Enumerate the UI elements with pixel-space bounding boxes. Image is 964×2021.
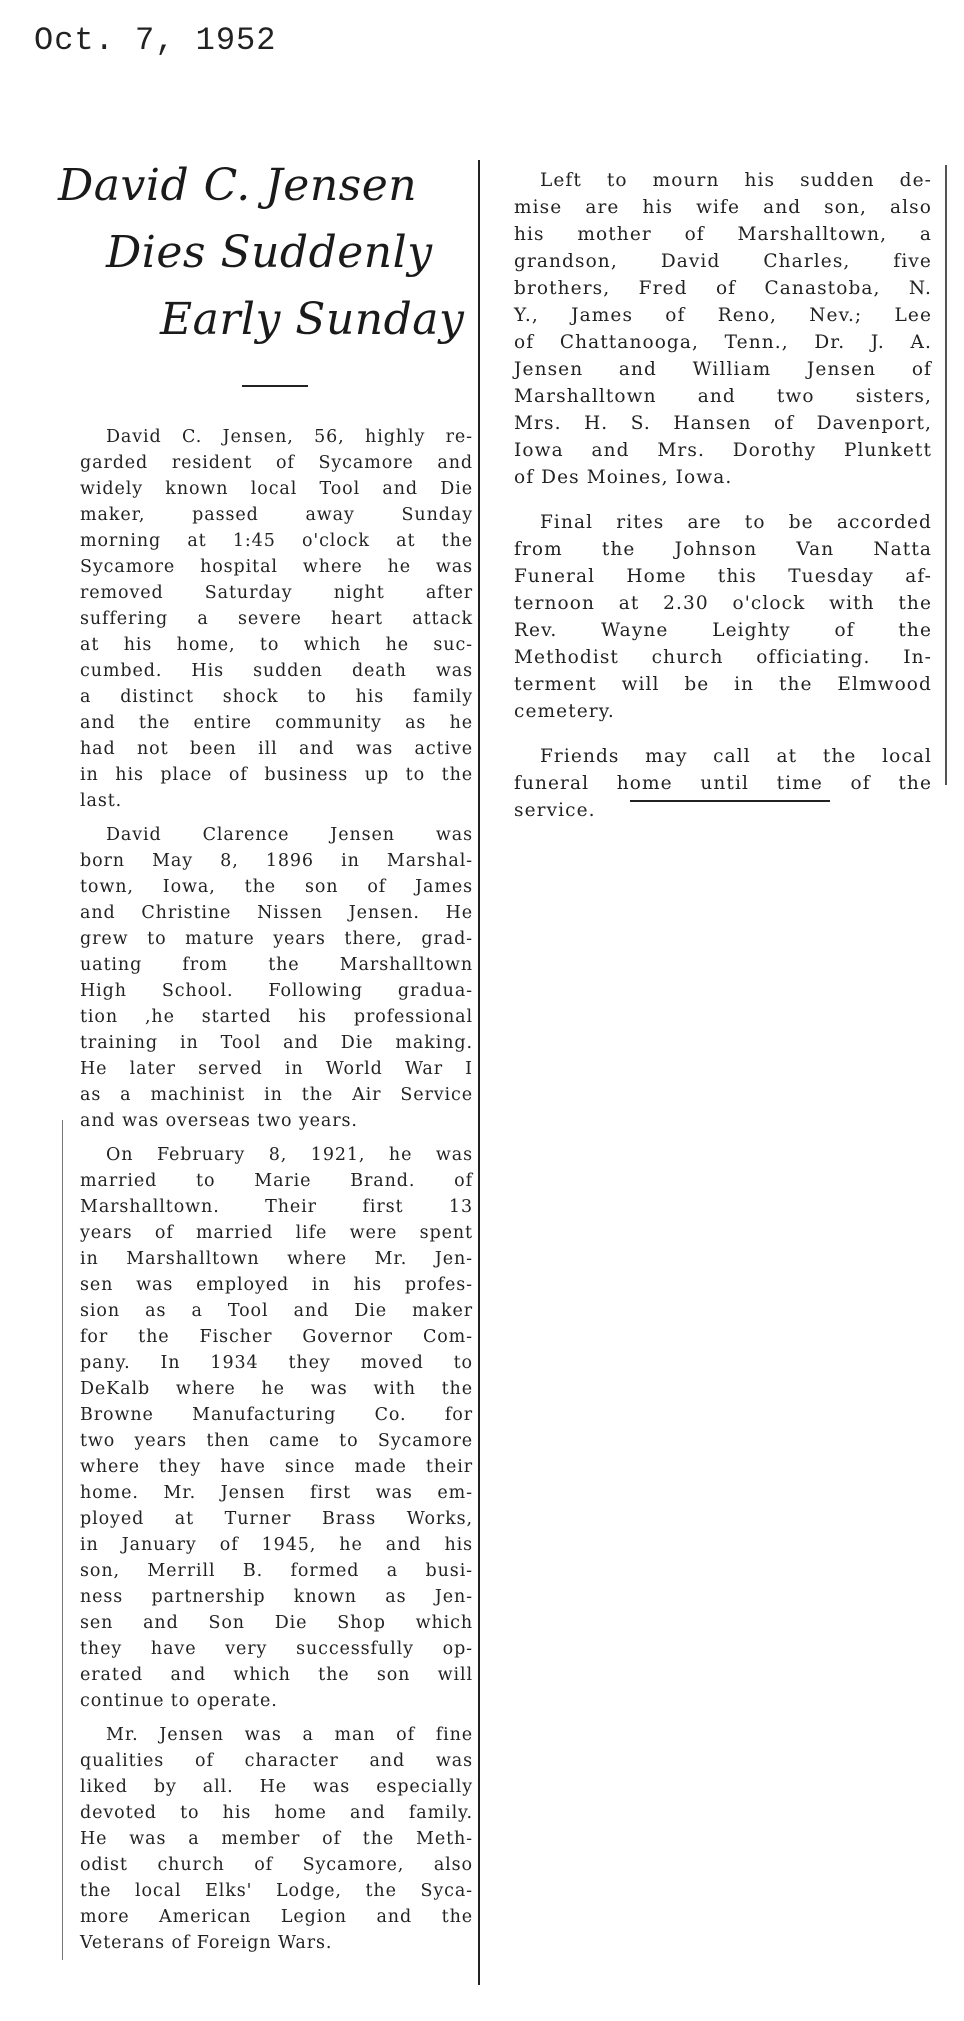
paragraph: [80, 1722, 473, 1956]
text-line: erated and which the son will: [80, 1665, 473, 1685]
text-line: He was a member of the Meth-: [80, 1829, 473, 1849]
text-line: Mr. Jensen was a man of fine: [106, 1725, 473, 1745]
text-line: had not been ill and was active: [80, 739, 473, 759]
paragraph: [80, 822, 473, 1134]
text-line: cemetery.: [514, 701, 615, 722]
text-line: widely known local Tool and Die: [80, 479, 473, 499]
text-line: ternoon at 2.30 o'clock with the: [514, 593, 932, 614]
text-line: He later served in World War I: [80, 1059, 473, 1079]
text-line: Marshalltown and two sisters,: [514, 386, 932, 407]
text-line: Veterans of Foreign Wars.: [80, 1933, 333, 1953]
paragraph: [80, 1142, 473, 1714]
text-line: more American Legion and the: [80, 1907, 473, 1927]
text-line: a distinct shock to his family: [80, 687, 473, 707]
text-line: uating from the Marshalltown: [80, 955, 473, 975]
text-line: in Marshalltown where Mr. Jen-: [80, 1249, 473, 1269]
text-line: sen and Son Die Shop which: [80, 1613, 473, 1633]
paragraph: [514, 743, 932, 824]
text-line: last.: [80, 791, 123, 811]
headline-line-3: Early Sunday: [160, 294, 465, 345]
text-line: Friends may call at the local: [540, 746, 932, 767]
clipping-date: Oct. 7, 1952: [34, 22, 277, 59]
text-line: On February 8, 1921, he was: [106, 1145, 473, 1165]
text-line: David C. Jensen, 56, highly re-: [106, 427, 473, 447]
paragraph: [80, 424, 473, 814]
text-line: of Des Moines, Iowa.: [514, 467, 733, 488]
text-line: and was overseas two years.: [80, 1111, 358, 1131]
text-line: funeral home until time of the: [514, 773, 932, 794]
text-line: continue to operate.: [80, 1691, 278, 1711]
text-line: Funeral Home this Tuesday af-: [514, 566, 932, 587]
text-line: terment will be in the Elmwood: [514, 674, 932, 695]
text-line: years of married life were spent: [80, 1223, 473, 1243]
text-line: Browne Manufacturing Co. for: [80, 1405, 473, 1425]
right-column: [514, 167, 932, 842]
text-line: for the Fischer Governor Com-: [80, 1327, 473, 1347]
text-line: ness partnership known as Jen-: [80, 1587, 473, 1607]
text-line: High School. Following gradua-: [80, 981, 473, 1001]
left-edge-rule: [62, 1120, 63, 1960]
text-line: as a machinist in the Air Service: [80, 1085, 473, 1105]
text-line: training in Tool and Die making.: [80, 1033, 473, 1053]
text-line: at his home, to which he suc-: [80, 635, 473, 655]
text-line: brothers, Fred of Canastoba, N.: [514, 278, 932, 299]
text-line: from the Johnson Van Natta: [514, 539, 932, 560]
text-line: Mrs. H. S. Hansen of Davenport,: [514, 413, 932, 434]
text-line: they have very successfully op-: [80, 1639, 473, 1659]
text-line: in his place of business up to the: [80, 765, 473, 785]
right-column-rule: [945, 165, 947, 785]
text-line: in January of 1945, he and his: [80, 1535, 473, 1555]
text-line: morning at 1:45 o'clock at the: [80, 531, 473, 551]
text-line: the local Elks' Lodge, the Syca-: [80, 1881, 473, 1901]
text-line: his mother of Marshalltown, a: [514, 224, 932, 245]
text-line: sen was employed in his profes-: [80, 1275, 473, 1295]
text-line: Y., James of Reno, Nev.; Lee: [514, 305, 932, 326]
text-line: born May 8, 1896 in Marshal-: [80, 851, 473, 871]
text-line: qualities of character and was: [80, 1751, 473, 1771]
text-line: married to Marie Brand. of: [80, 1171, 473, 1191]
text-line: removed Saturday night after: [80, 583, 473, 603]
text-line: Marshalltown. Their first 13: [80, 1197, 473, 1217]
text-line: Jensen and William Jensen of: [514, 359, 932, 380]
text-line: and the entire community as he: [80, 713, 473, 733]
paragraph: [514, 509, 932, 725]
text-line: Left to mourn his sudden de-: [540, 170, 932, 191]
headline-divider: [242, 385, 308, 387]
text-line: mise are his wife and son, also: [514, 197, 932, 218]
text-line: grew to mature years there, grad-: [80, 929, 473, 949]
text-line: where they have since made their: [80, 1457, 473, 1477]
text-line: maker, passed away Sunday: [80, 505, 473, 525]
text-line: home. Mr. Jensen first was em-: [80, 1483, 473, 1503]
text-line: and Christine Nissen Jensen. He: [80, 903, 473, 923]
text-line: devoted to his home and family.: [80, 1803, 473, 1823]
text-line: Iowa and Mrs. Dorothy Plunkett: [514, 440, 932, 461]
text-line: DeKalb where he was with the: [80, 1379, 473, 1399]
text-line: ployed at Turner Brass Works,: [80, 1509, 473, 1529]
left-column: [80, 424, 473, 1964]
text-line: Final rites are to be accorded: [540, 512, 932, 533]
text-line: son, Merrill B. formed a busi-: [80, 1561, 473, 1581]
text-line: pany. In 1934 they moved to: [80, 1353, 473, 1373]
text-line: David Clarence Jensen was: [106, 825, 473, 845]
text-line: cumbed. His sudden death was: [80, 661, 473, 681]
headline-line-2: Dies Suddenly: [106, 227, 433, 278]
text-line: garded resident of Sycamore and: [80, 453, 473, 473]
text-line: tion ,he started his professional: [80, 1007, 473, 1027]
text-line: two years then came to Sycamore: [80, 1431, 473, 1451]
paragraph: [514, 167, 932, 491]
text-line: odist church of Sycamore, also: [80, 1855, 473, 1875]
text-line: suffering a severe heart attack: [80, 609, 473, 629]
text-line: service.: [514, 800, 596, 821]
text-line: sion as a Tool and Die maker: [80, 1301, 473, 1321]
text-line: Methodist church officiating. In-: [514, 647, 932, 668]
text-line: liked by all. He was especially: [80, 1777, 473, 1797]
text-line: grandson, David Charles, five: [514, 251, 932, 272]
text-line: Rev. Wayne Leighty of the: [514, 620, 932, 641]
column-rule: [478, 160, 480, 1985]
text-line: of Chattanooga, Tenn., Dr. J. A.: [514, 332, 932, 353]
text-line: town, Iowa, the son of James: [80, 877, 473, 897]
text-line: Sycamore hospital where he was: [80, 557, 473, 577]
headline-line-1: David C. Jensen: [58, 160, 418, 211]
